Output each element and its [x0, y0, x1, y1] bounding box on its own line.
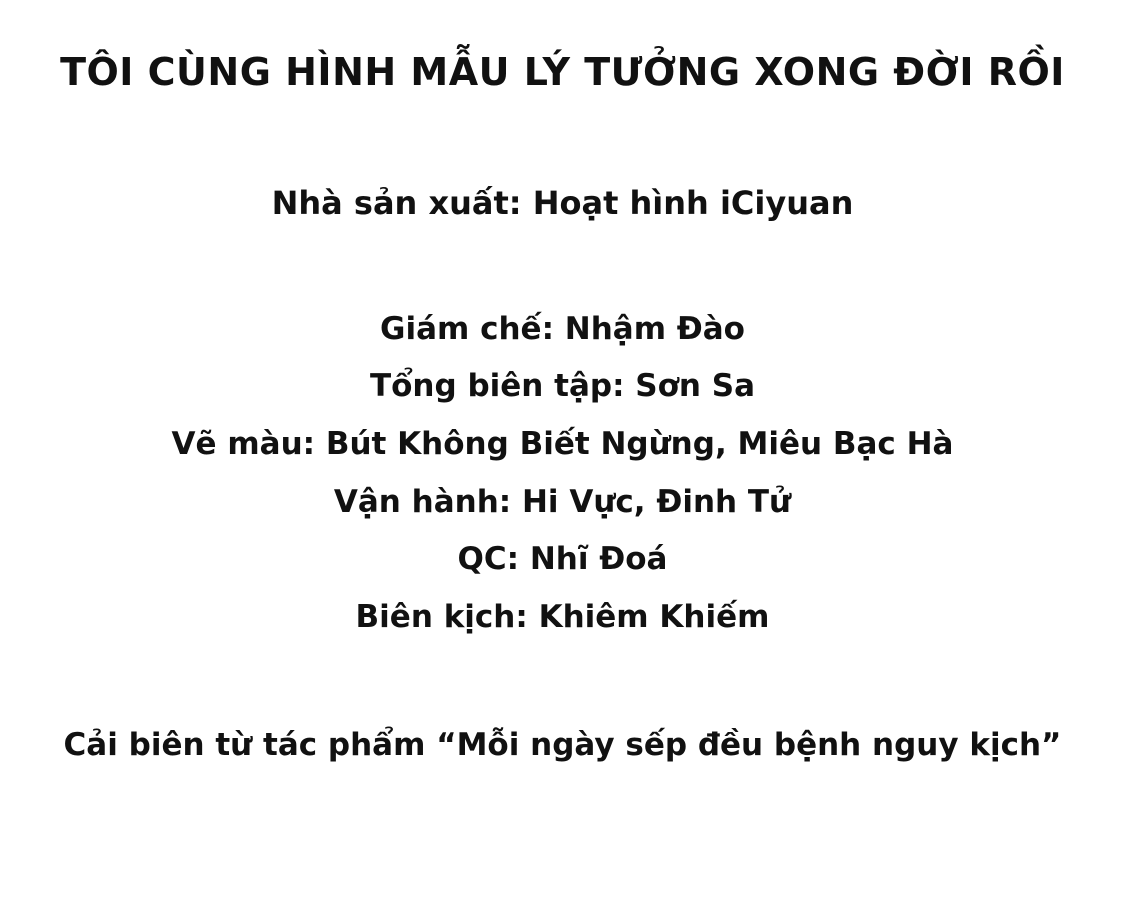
list-item: Giám chế: Nhậm Đào — [380, 310, 745, 347]
producer-line: Nhà sản xuất: Hoạt hình iCiyuan — [271, 183, 854, 222]
list-item: QC: Nhĩ Đoá — [457, 541, 668, 578]
adapted-from-line: Cải biên từ tác phẩm “Mỗi ngày sếp đều bệnh nguy kịch” — [63, 727, 1062, 764]
list-item: Biên kịch: Khiêm Khiếm — [355, 598, 770, 635]
list-item: Tổng biên tập: Sơn Sa — [369, 368, 756, 405]
list-item: Vận hành: Hi Vực, Đinh Tử — [333, 483, 792, 520]
page-title: TÔI CÙNG HÌNH MẪU LÝ TƯỞNG XONG ĐỜI RỒI — [60, 50, 1065, 94]
staff-list — [172, 312, 954, 636]
list-item: Vẽ màu: Bút Không Biết Ngừng, Miêu Bạc Hà — [171, 425, 954, 462]
